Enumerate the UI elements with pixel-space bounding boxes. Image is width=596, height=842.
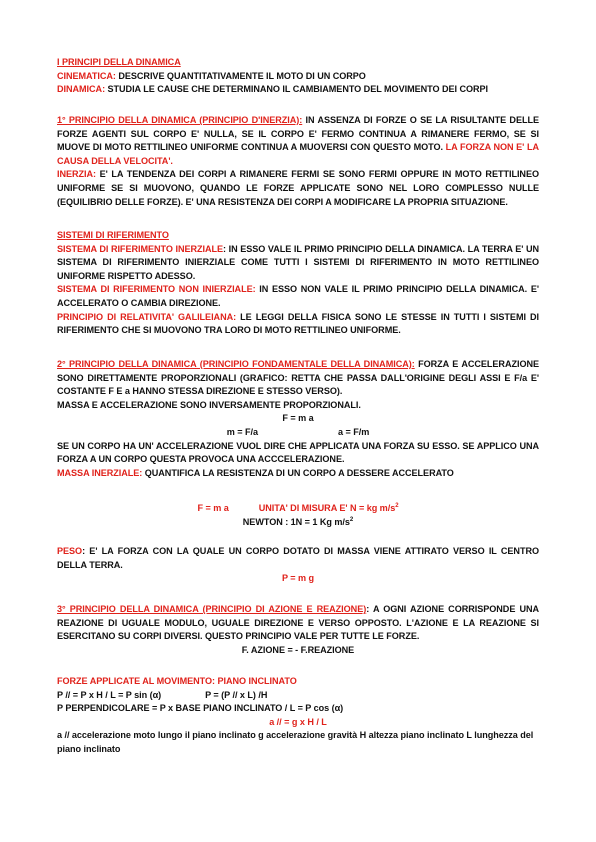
intro-block — [57, 56, 539, 97]
legend-text: a // accelerazione moto lungo il piano inclinato g accelerazione gravità H altezza piano inclinato L lunghezza del piano inclinato — [57, 730, 534, 754]
formula-f-ma: F = m a — [282, 413, 314, 424]
non-inertial-system: SISTEMA DI RIFERIMENTO NON INIERZIALE: IN ESSO NON VALE IL PRIMO PRINCIPIO DELLA DINAMICA. E' ACCELERATO O CAMBIA DIREZIONE. — [57, 284, 539, 308]
formula-parallel-acceleration: a // = g x H / L — [269, 716, 327, 727]
first-principle-paragraph: 1° PRINCIPIO DELLA DINAMICA (PRINCIPIO D'INERZIA): IN ASSENZA DI FORZE O SE LA RISULTANTE DELLE FORZE AGENTI SUL CORPO E' NULLA, SE IL CORPO E' FERMO CONTINUA A RIMANERE FERMO, SE SI MUOVE DI MOTO RETTILINEO UNIFORME CONTINUA A MUOVERSI CON QUESTO MOTO. LA FORZA NON E' LA CAUSA DELLA VELOCITA'. — [57, 115, 539, 166]
mass-acceleration-text: MASSA E ACCELERAZIONE SONO INVERSAMENTE PROPORZIONALI. — [57, 399, 361, 410]
inertia-paragraph: INERZIA: E' LA TENDENZA DEI CORPI A RIMANERE FERMI SE SONO FERMI OPPURE IN MOTO RETTILINEO UNIFORME SE SI MUOVONO, QUANDO LE FORZE APPLICATE SONO NEL LORO COMPLESSO NULLE (EQUILIBRIO DELLE FORZE). E' UNA RESISTENZA DEI CORPI A MODIFICARE LA PROPRIA SITUAZIONE. — [57, 169, 539, 207]
reference-systems — [57, 229, 539, 338]
inertial-system: SISTEMA DI RIFERIMENTO INERZIALE: IN ESSO VALE IL PRIMO PRINCIPIO DELLA DINAMICA. LA TERRA E' UN SISTEMA DI RIFERIMENTO INIERZIALE COME TUTTI I SISTEMI DI RIFERIMENTO IN MOTO RETTILINEO UNIFORME RISPETTO ADESSO. — [57, 243, 539, 281]
weight-section — [57, 545, 539, 586]
formula-parallel-weight: P // = P x H / L = P sin (α) P = (P // x L) /H — [57, 689, 268, 700]
weight-paragraph: PESO: E' LA FORZA CON LA QUALE UN CORPO DOTATO DI MASSA VIENE ATTIRATO VERSO IL CENTRO DELLA TERRA. — [57, 546, 539, 570]
formula-action-reaction: F. AZIONE = - F.REAZIONE — [241, 644, 355, 655]
page-title: I PRINCIPI DELLA DINAMICA — [57, 57, 181, 67]
second-principle-paragraph: 2° PRINCIPIO DELLA DINAMICA (PRINCIPIO FONDAMENTALE DELLA DINAMICA): FORZA E ACCELERAZIONE SONO DIRETTAMENTE PROPORZIONALI (GRAFICO: RETTA CHE PASSA DALL'ORIGINE DEGLI ASSI E F/a E' COSTANTE F E a HANNO STESSA DIREZIONE E STESSO VERSO). — [57, 359, 539, 397]
def-dinamica: DINAMICA: STUDIA LE CAUSE CHE DETERMINANO IL CAMBIAMENTO DEL MOVIMENTO DEI CORPI — [57, 84, 489, 95]
def-cinematica: CINEMATICA: DESCRIVE QUANTITATIVAMENTE IL MOTO DI UN CORPO — [57, 70, 366, 81]
inclined-plane-title: FORZE APPLICATE AL MOVIMENTO: PIANO INCLINATO — [57, 676, 297, 686]
third-principle — [57, 603, 539, 657]
galilean-relativity: PRINCIPIO DI RELATIVITA' GALILEIANA: LE LEGGI DELLA FISICA SONO LE STESSE IN TUTTI I SISTEMI DI RIFERIMENTO CHE SI MUOVONO TRA LORO DI MOTO RETTILINEO UNIFORME. — [57, 311, 540, 336]
second-principle — [57, 358, 539, 480]
acceleration-force-text: SE UN CORPO HA UN' ACCELERAZIONE VUOL DIRE CHE APPLICATA UNA FORZA SU ESSO. SE APPLICO UNA FORZA A UN CORPO QUESTA PROVOCA UNA ACCCELERAZIONE. — [57, 440, 539, 465]
formula-perpendicular-weight: P PERPENDICOLARE = P x BASE PIANO INCLINATO / L = P cos (α) — [57, 703, 344, 714]
formula-weight: P = m g — [281, 573, 315, 584]
reference-systems-title: SISTEMI DI RIFERIMENTO — [57, 230, 169, 240]
inertial-mass: MASSA INERZIALE: QUANTIFICA LA RESISTENZA DI UN CORPO A DESSERE ACCELERATO — [57, 467, 454, 478]
third-principle-paragraph: 3° PRINCIPIO DELLA DINAMICA (PRINCIPIO DI AZIONE E REAZIONE): A OGNI AZIONE CORRISPONDE UNA REAZIONE DI UGUALE MODULO, UGUALE DIREZIONE E VERSO OPPOSTO. L'AZIONE E LA REAZIONE SI ESERCITANO SU CORPI DIVERSI. QUESTO PRINCIPIO VALE PER TUTTE LE FORZE. — [57, 604, 539, 642]
first-principle — [57, 114, 539, 209]
units-block — [57, 502, 539, 529]
unit-line: F = m a UNITA' DI MISURA E' N = kg $m/s^2$ — [197, 502, 399, 513]
formula-pair: m = F/a a = F/m — [226, 426, 370, 437]
inclined-plane — [57, 675, 539, 757]
newton-definition: NEWTON : 1N = 1 Kg $m/s^2$ — [242, 516, 354, 527]
